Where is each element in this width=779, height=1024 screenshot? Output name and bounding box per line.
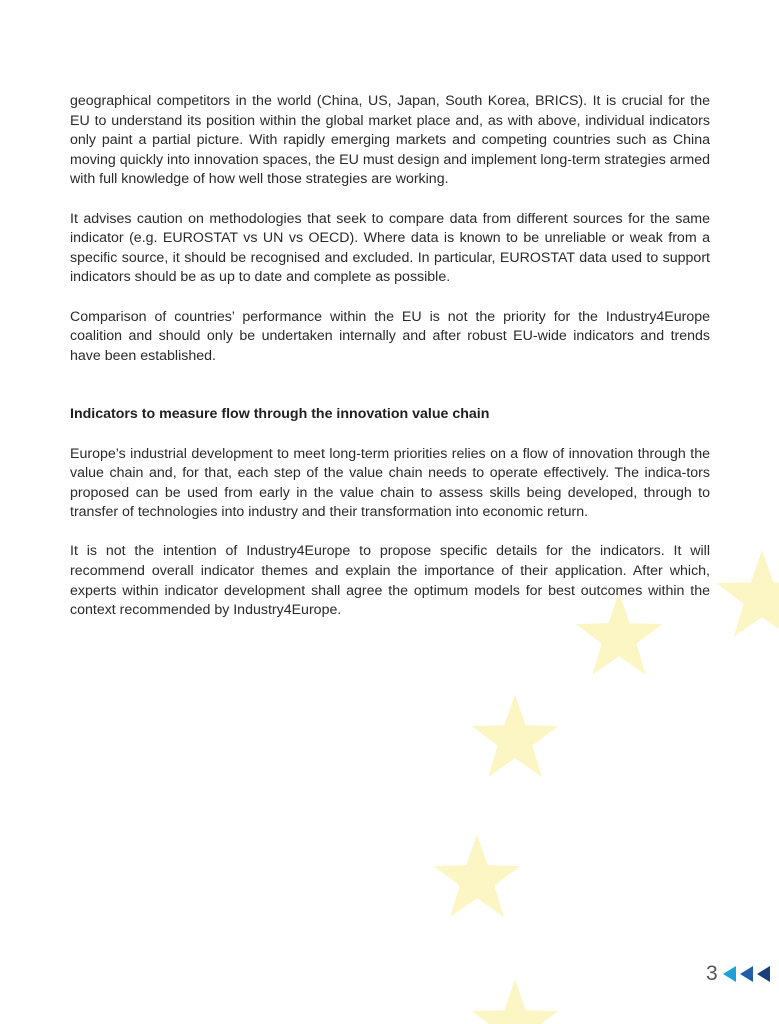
paragraph-methodologies: It advises caution on methodologies that seek to compare data from different sources for the same indicator (e.g. EUROSTAT vs UN vs OECD). Where data is known to be unreliable or weak from a specific source, it should be recognised and excluded. In particular, EUROSTAT data used to support indicators should be as up to date and complete as possible.: [70, 210, 710, 286]
paragraph-intention: It is not the intention of Industry4Europe to propose specific details for the indicators. It will recommend overall indicator themes and explain the importance of their application. After which, experts within indicator development shall agree the optimum models for best outcomes within the context recommended by Industry4Europe.: [70, 543, 710, 619]
star-icon: [472, 979, 559, 1024]
star-icon: [434, 834, 521, 916]
paragraph-industrial-development: Europe’s industrial development to meet long-term priorities relies on a flow of innovation through the value chain and, for that, each step of the value chain needs to operate effectively. The indica-tors proposed can be used from early in the value chain to assess skills being developed, through to transfer of technologies into industry and their transformation into economic return.: [70, 445, 710, 521]
body-text: [70, 92, 710, 640]
paragraph-comparison: Comparison of countries’ performance within the EU is not the priority for the Industry4Europe coalition and should only be undertaken internally and after robust EU-wide indicators and trends have been established.: [70, 308, 710, 364]
page-arrow-icon: [722, 965, 774, 983]
paragraph-competitors: geographical competitors in the world (China, US, Japan, South Korea, BRICS). It is crucial for the EU to understand its position within the global market place and, as with above, individual indicators only paint a partial picture. With rapidly emerging markets and competing countries such as China moving quickly into innovation spaces, the EU must design and implement long-term strategies armed with full knowledge of how well those strategies are working.: [70, 93, 710, 188]
page-number: 3: [706, 962, 718, 985]
page-number-footer: [706, 962, 774, 986]
star-icon: [716, 550, 779, 637]
star-icon: [472, 694, 559, 776]
section-heading: Indicators to measure flow through the innovation value chain: [70, 406, 490, 423]
